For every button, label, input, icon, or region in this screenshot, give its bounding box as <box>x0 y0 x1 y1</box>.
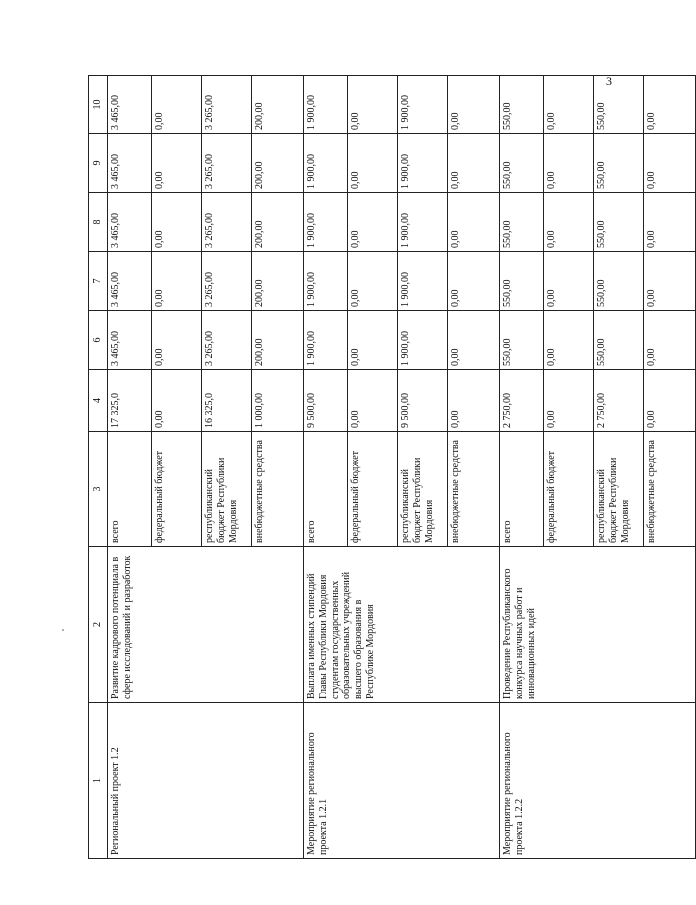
amount-cell: 0,00 <box>644 252 696 311</box>
amount-cell: 16 325,0 <box>202 370 252 432</box>
scan-speck <box>62 629 64 631</box>
table-row <box>108 76 152 859</box>
amount-cell: 3 265,00 <box>202 252 252 311</box>
column-number-cell: 4 <box>89 370 108 432</box>
amount-cell: 0,00 <box>152 193 202 252</box>
amount-cell: 200,00 <box>252 311 304 370</box>
amount-cell: 0,00 <box>152 76 202 134</box>
amount-cell: 1 900,00 <box>398 76 448 134</box>
column-number-cell: 9 <box>89 134 108 193</box>
amount-cell: 550,00 <box>594 311 644 370</box>
amount-cell: 0,00 <box>152 252 202 311</box>
amount-cell: 1 900,00 <box>398 311 448 370</box>
amount-cell: 200,00 <box>252 134 304 193</box>
funding-source-cell: республиканский бюджет Республики Мордовия <box>202 432 252 547</box>
amount-cell: 3 465,00 <box>108 134 152 193</box>
amount-cell: 550,00 <box>594 193 644 252</box>
amount-cell: 3 465,00 <box>108 252 152 311</box>
amount-cell: 3 465,00 <box>108 193 152 252</box>
funding-source-cell: республиканский бюджет Республики Мордовия <box>594 432 644 547</box>
page-number: 3 <box>606 74 612 88</box>
amount-cell: 1 900,00 <box>398 252 448 311</box>
amount-cell: 0,00 <box>348 370 398 432</box>
column-number-row <box>89 76 108 859</box>
column-number-cell: 7 <box>89 252 108 311</box>
amount-cell: 0,00 <box>348 311 398 370</box>
budget-table <box>88 75 696 859</box>
column-number-cell: 2 <box>89 547 108 703</box>
amount-cell: 1 900,00 <box>304 252 348 311</box>
amount-cell: 0,00 <box>644 370 696 432</box>
funding-source-cell: внебюджетные средства <box>448 432 500 547</box>
amount-cell: 0,00 <box>544 76 594 134</box>
amount-cell: 3 265,00 <box>202 134 252 193</box>
funding-source-cell: федеральный бюджет <box>152 432 202 547</box>
amount-cell: 0,00 <box>544 370 594 432</box>
section-label-cell: Региональный проект 1.2 <box>108 703 304 859</box>
amount-cell: 0,00 <box>348 134 398 193</box>
amount-cell: 0,00 <box>448 370 500 432</box>
column-number-cell: 6 <box>89 311 108 370</box>
funding-source-cell: республиканский бюджет Республики Мордовия <box>398 432 448 547</box>
amount-cell: 550,00 <box>594 76 644 134</box>
funding-source-cell: всего <box>108 432 152 547</box>
rotated-table-content <box>88 76 657 859</box>
amount-cell: 1 900,00 <box>304 76 348 134</box>
amount-cell: 550,00 <box>500 193 544 252</box>
amount-cell: 1 900,00 <box>304 311 348 370</box>
rotated-table-frame <box>88 76 657 859</box>
amount-cell: 9 500,00 <box>304 370 348 432</box>
amount-cell: 0,00 <box>644 134 696 193</box>
amount-cell: 3 265,00 <box>202 193 252 252</box>
amount-cell: 1 900,00 <box>304 134 348 193</box>
amount-cell: 2 750,00 <box>500 370 544 432</box>
amount-cell: 0,00 <box>448 76 500 134</box>
amount-cell: 2 750,00 <box>594 370 644 432</box>
amount-cell: 1 900,00 <box>398 134 448 193</box>
amount-cell: 0,00 <box>348 193 398 252</box>
amount-cell: 1 900,00 <box>398 193 448 252</box>
amount-cell: 0,00 <box>348 76 398 134</box>
amount-cell: 550,00 <box>500 311 544 370</box>
funding-source-cell: всего <box>500 432 544 547</box>
amount-cell: 0,00 <box>348 252 398 311</box>
amount-cell: 0,00 <box>448 311 500 370</box>
amount-cell: 0,00 <box>448 134 500 193</box>
amount-cell: 550,00 <box>594 252 644 311</box>
amount-cell: 3 465,00 <box>108 76 152 134</box>
amount-cell: 0,00 <box>544 311 594 370</box>
funding-source-cell: всего <box>304 432 348 547</box>
amount-cell: 3 265,00 <box>202 76 252 134</box>
column-number-cell: 10 <box>89 76 108 134</box>
amount-cell: 200,00 <box>252 76 304 134</box>
amount-cell: 0,00 <box>544 193 594 252</box>
funding-source-cell: федеральный бюджет <box>544 432 594 547</box>
funding-source-cell: федеральный бюджет <box>348 432 398 547</box>
amount-cell: 0,00 <box>152 311 202 370</box>
section-description-cell: Развитие кадрового потенциала в сфере исследований и разработок <box>108 547 304 703</box>
amount-cell: 200,00 <box>252 252 304 311</box>
section-label-cell: Мероприятие регионального проекта 1.2.1 <box>304 703 500 859</box>
amount-cell: 550,00 <box>500 134 544 193</box>
amount-cell: 1 000,00 <box>252 370 304 432</box>
column-number-cell: 8 <box>89 193 108 252</box>
amount-cell: 200,00 <box>252 193 304 252</box>
amount-cell: 17 325,0 <box>108 370 152 432</box>
amount-cell: 0,00 <box>644 76 696 134</box>
amount-cell: 0,00 <box>448 252 500 311</box>
amount-cell: 550,00 <box>500 76 544 134</box>
table-row <box>500 76 544 859</box>
amount-cell: 3 265,00 <box>202 311 252 370</box>
funding-source-cell: внебюджетные средства <box>252 432 304 547</box>
amount-cell: 0,00 <box>152 370 202 432</box>
section-label-cell: Мероприятие регионального проекта 1.2.2 <box>500 703 696 859</box>
amount-cell: 550,00 <box>500 252 544 311</box>
amount-cell: 9 500,00 <box>398 370 448 432</box>
funding-source-cell: внебюджетные средства <box>644 432 696 547</box>
amount-cell: 0,00 <box>448 193 500 252</box>
table-row <box>304 76 348 859</box>
column-number-cell: 1 <box>89 703 108 859</box>
amount-cell: 0,00 <box>644 311 696 370</box>
section-description-cell: Проведение Республиканского конкурса научных работ и инновационных идей <box>500 547 696 703</box>
amount-cell: 0,00 <box>644 193 696 252</box>
amount-cell: 3 465,00 <box>108 311 152 370</box>
section-description-cell: Выплата именных стипендий Главы Республики Мордовия студентам государственных образовательных учреждений высшего образования в Республике Мордовия <box>304 547 500 703</box>
amount-cell: 550,00 <box>594 134 644 193</box>
amount-cell: 0,00 <box>544 252 594 311</box>
amount-cell: 1 900,00 <box>304 193 348 252</box>
column-number-cell: 3 <box>89 432 108 547</box>
amount-cell: 0,00 <box>152 134 202 193</box>
amount-cell: 0,00 <box>544 134 594 193</box>
